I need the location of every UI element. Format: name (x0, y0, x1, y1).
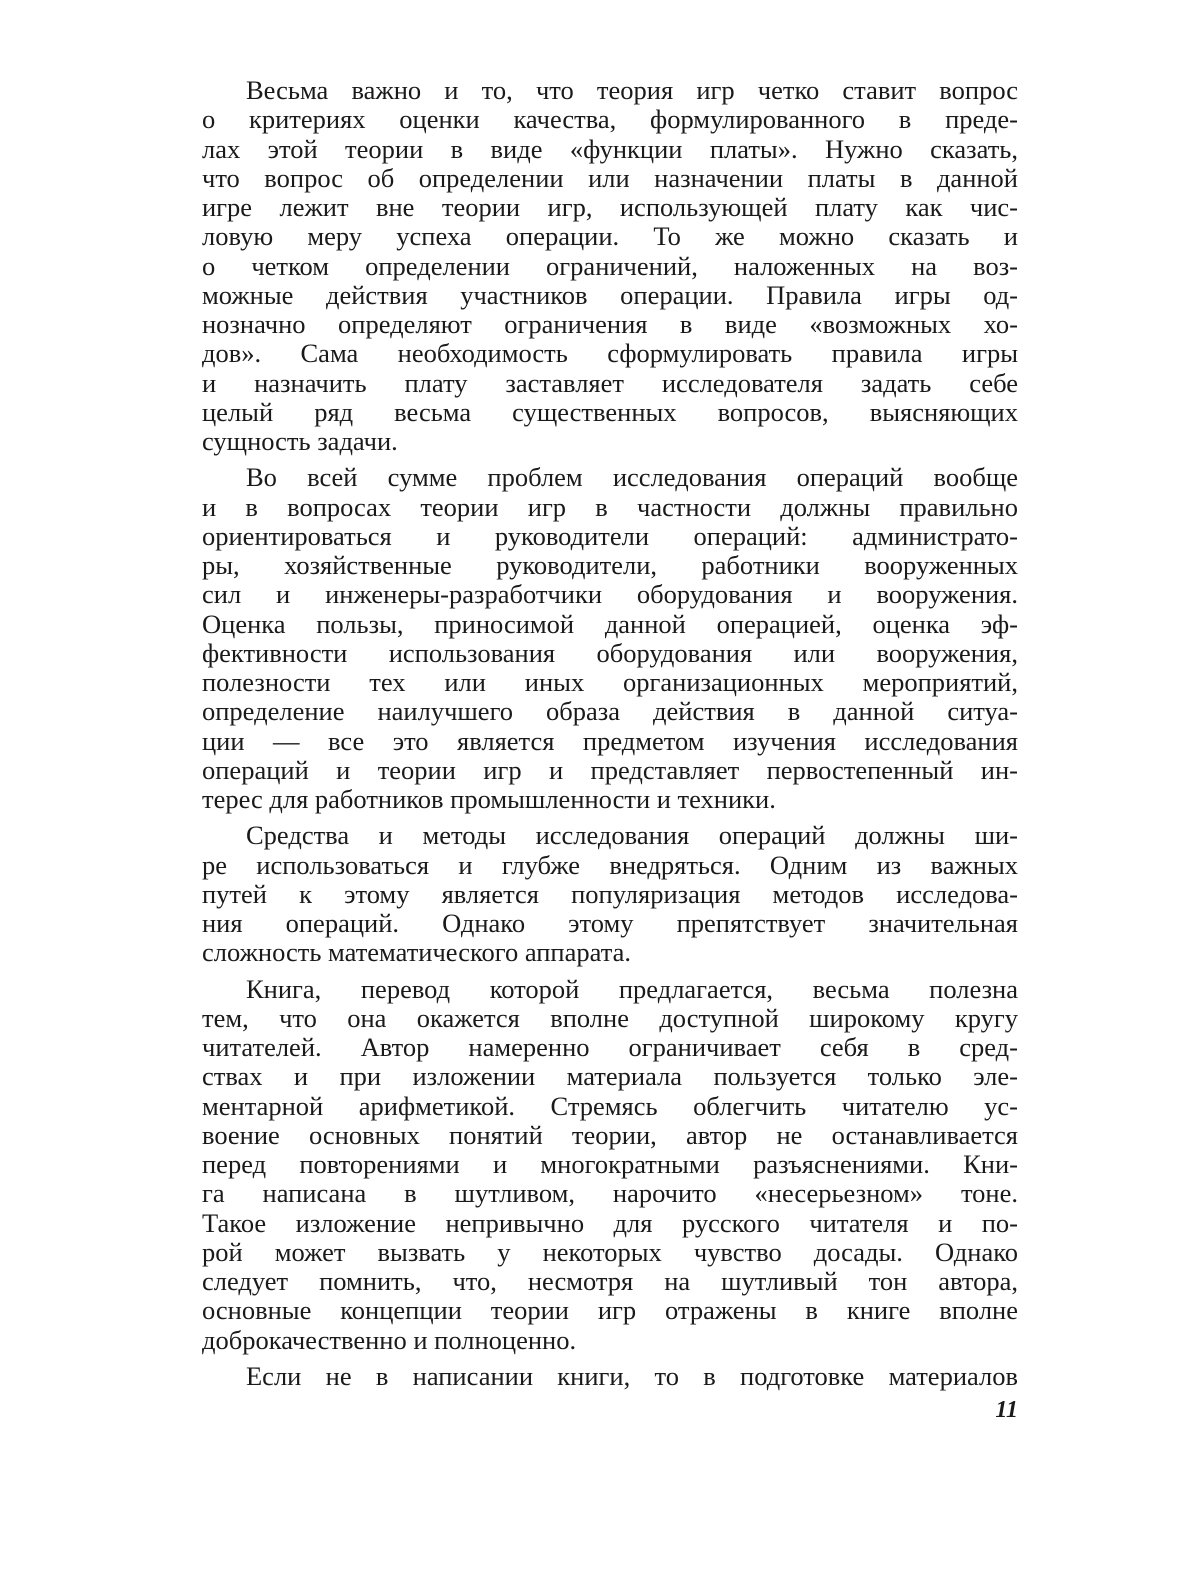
text-line: Такое изложение непривычно для русского читателя и по- (202, 1208, 1018, 1238)
text-line: фективности использования оборудования или вооружения, (202, 638, 1018, 668)
text-line: что вопрос об определении или назначении платы в данной (202, 163, 1018, 193)
page-number: 11 (995, 1397, 1018, 1423)
text-line: сил и инженеры-разработчики оборудования и вооружения. (202, 580, 1018, 610)
paragraph-4 (202, 975, 1018, 1355)
text-line: путей к этому является популяризация методов исследова- (202, 879, 1018, 909)
text-line: перед повторениями и многократными разъяснениями. Кни- (202, 1150, 1018, 1179)
text-line: и в вопросах теории игр в частности должны правильно (202, 492, 1018, 522)
text-line: тем, что она окажется вполне доступной широкому кругу (202, 1003, 1018, 1033)
text-line: Книга, перевод которой предлагается, весьма полезна (246, 974, 1018, 1004)
text-line: нозначно определяют ограничения в виде «возможных хо- (202, 310, 1018, 339)
text-line: основные концепции теории игр отражены в книге вполне (202, 1296, 1018, 1326)
text-line: ния операций. Однако этому препятствует значительная (202, 909, 1018, 938)
text-line: Оценка пользы, приносимой данной операцией, оценка эф- (202, 609, 1018, 639)
text-line: дов». Сама необходимость сформулировать правила игры (202, 339, 1018, 369)
text-line: о четком определении ограничений, наложенных на воз- (202, 251, 1018, 281)
text-line: ры, хозяйственные руководители, работники вооруженных (202, 551, 1018, 580)
text-line: рой может вызвать у некоторых чувство досады. Однако (202, 1237, 1018, 1267)
text-line: ствах и при изложении материала пользуется только эле- (202, 1062, 1018, 1092)
paragraph-2 (202, 463, 1018, 814)
text-line: ориентироваться и руководители операций: администрато- (202, 521, 1018, 551)
text-line: читателей. Автор намеренно ограничивает себя в сред- (202, 1033, 1018, 1062)
text-line: операций и теории игр и представляет первостепенный ин- (202, 755, 1018, 785)
text-line: сущность задачи. (202, 427, 398, 456)
text-line: полезности тех или иных организационных мероприятий, (202, 668, 1018, 697)
paragraph-3 (202, 821, 1018, 967)
text-line: лах этой теории в виде «функции платы». Нужно сказать, (202, 134, 1018, 164)
text-line: ловую меру успеха операции. То же можно сказать и (202, 222, 1018, 252)
text-line: определение наилучшего образа действия в данной ситуа- (202, 697, 1018, 727)
text-line: можные действия участников операции. Правила игры од- (202, 280, 1018, 310)
paragraph-1 (202, 76, 1018, 456)
text-line: терес для работников промышленности и техники. (202, 785, 776, 814)
text-line: и назначить плату заставляет исследователя задать себе (202, 368, 1018, 398)
text-line: Средства и методы исследования операций должны ши- (246, 821, 1018, 851)
text-line: Весьма важно и то, что теория игр четко ставит вопрос (246, 76, 1018, 105)
text-line: целый ряд весьма существенных вопросов, выясняющих (202, 397, 1018, 427)
text-line: Во всей сумме проблем исследования операций вообще (246, 463, 1018, 493)
text-line: игре лежит вне теории игр, использующей плату как чис- (202, 193, 1018, 222)
text-line: о критериях оценки качества, формулированного в преде- (202, 105, 1018, 135)
text-line: ментарной арифметикой. Стремясь облегчить читателю ус- (202, 1091, 1018, 1121)
text-line: ре использоваться и глубже внедряться. Одним из важных (202, 850, 1018, 880)
paragraph-5 (202, 1362, 1018, 1391)
text-line: Если не в написании книги, то в подготовке материалов (246, 1361, 1018, 1391)
text-line: следует помнить, что, несмотря на шутливый тон автора, (202, 1267, 1018, 1296)
text-line: сложность математического аппарата. (202, 938, 631, 968)
text-line: доброкачественно и полноценно. (202, 1325, 577, 1355)
text-line: ции — все это является предметом изучения исследования (202, 726, 1018, 756)
text-line: га написана в шутливом, нарочито «несерьезном» тоне. (202, 1179, 1018, 1209)
body-text (202, 76, 1018, 1398)
text-line: воение основных понятий теории, автор не останавливается (202, 1120, 1018, 1150)
